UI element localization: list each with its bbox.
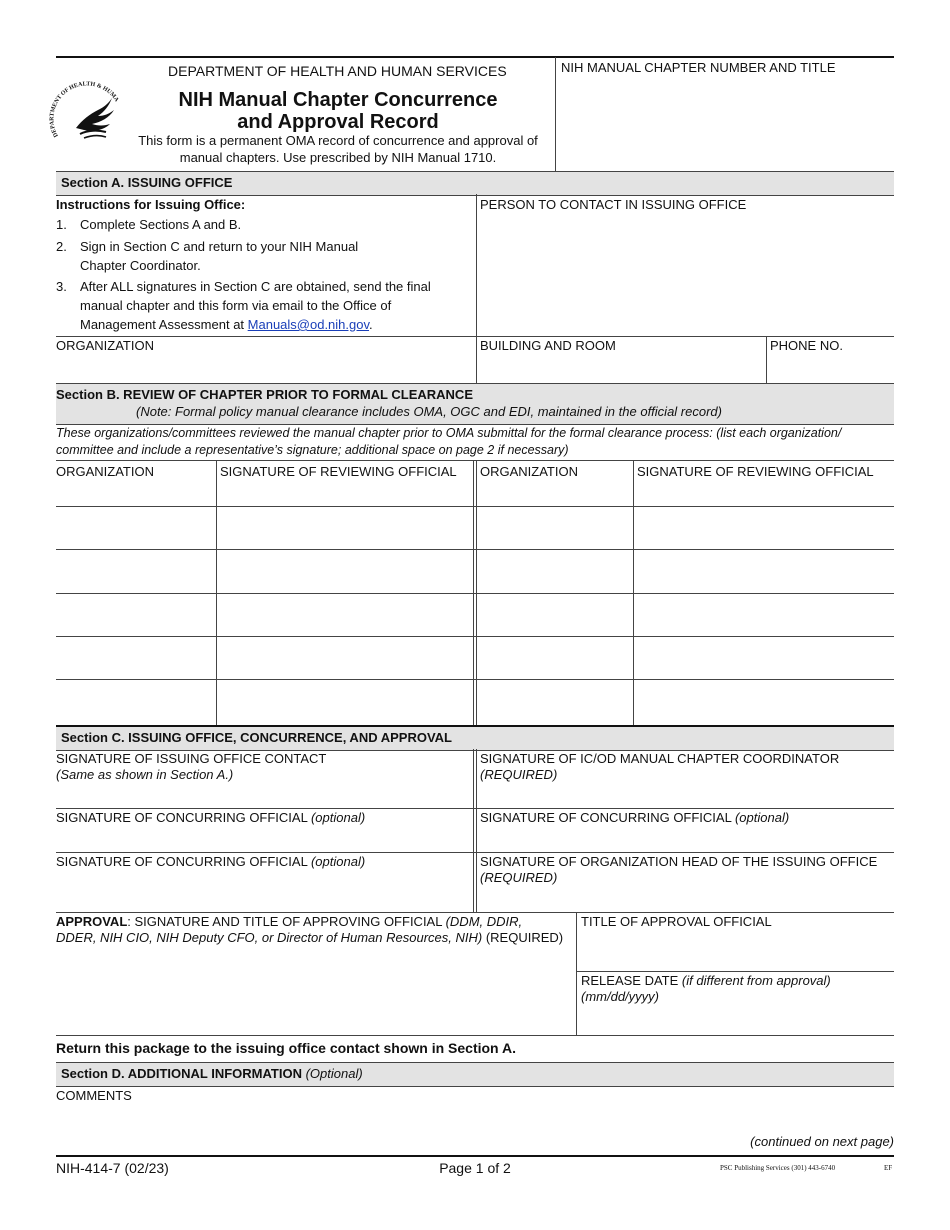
section-d-title-note: (Optional)	[305, 1066, 363, 1081]
oma-email-link[interactable]: Manuals@od.nih.gov	[247, 317, 370, 332]
instruction-3-prefix: Management Assessment at	[80, 317, 248, 332]
org-head-signature-field[interactable]	[477, 853, 894, 912]
review-org-right-5[interactable]	[477, 680, 633, 725]
form-code: EF	[884, 1164, 893, 1172]
building-room-field[interactable]	[477, 337, 766, 383]
footer-rule	[56, 1155, 894, 1157]
review-sig-left-3[interactable]	[217, 594, 473, 636]
section-b-instructions-line2: committee and include a representative’s signature; additional space on page 2 if necessary)	[56, 443, 569, 457]
hhs-eagle-icon	[46, 74, 126, 150]
concurring-official-left-2-label	[56, 854, 365, 870]
review-sig-right-2[interactable]	[634, 550, 894, 593]
instruction-3-text-line3	[80, 317, 373, 333]
review-org-right-2[interactable]	[477, 550, 633, 593]
section-c-title: Section C. ISSUING OFFICE, CONCURRENCE, AND APPROVAL	[61, 730, 452, 745]
review-header-organization-right: ORGANIZATION	[480, 464, 578, 479]
instruction-2-text-line2: Chapter Coordinator.	[80, 258, 201, 273]
review-org-left-5[interactable]	[56, 680, 216, 725]
optional-note: (optional)	[310, 854, 366, 869]
section-b-header	[56, 383, 894, 425]
phone-label: PHONE NO.	[770, 338, 843, 353]
issuing-contact-signature-field[interactable]	[56, 749, 473, 808]
building-room-label: BUILDING AND ROOM	[480, 338, 616, 353]
release-date-note: (if different from approval)	[681, 973, 831, 988]
release-date-field[interactable]	[577, 972, 894, 1035]
review-org-left-4[interactable]	[56, 637, 216, 679]
release-date-text: RELEASE DATE	[581, 973, 682, 988]
chapter-number-title-label: NIH MANUAL CHAPTER NUMBER AND TITLE	[561, 60, 836, 75]
review-sig-right-1[interactable]	[634, 507, 894, 549]
review-sig-right-4[interactable]	[634, 637, 894, 679]
section-d-title	[61, 1066, 363, 1082]
organization-field[interactable]	[56, 337, 476, 383]
section-d-header	[56, 1062, 894, 1087]
section-b-note: (Note: Formal policy manual clearance includes OMA, OGC and EDI, maintained in the official record)	[136, 404, 722, 419]
approval-required-note: (REQUIRED)	[482, 930, 564, 945]
concurring-official-left-2-field[interactable]	[56, 853, 473, 912]
instruction-1-number: 1.	[56, 217, 67, 232]
review-org-left-1[interactable]	[56, 507, 216, 549]
coordinator-required-note: (REQUIRED)	[480, 767, 558, 782]
approval-label-line2	[56, 930, 563, 946]
page-number: Page 1 of 2	[439, 1160, 511, 1176]
approval-title-label: TITLE OF APPROVAL OFFICIAL	[581, 914, 772, 929]
review-header-signature-left: SIGNATURE OF REVIEWING OFFICIAL	[220, 464, 457, 479]
comments-label: COMMENTS	[56, 1088, 132, 1103]
instruction-3-number: 3.	[56, 279, 67, 294]
approval-label-text: : SIGNATURE AND TITLE OF APPROVING OFFICIAL	[127, 914, 446, 929]
concurring-label-text: SIGNATURE OF CONCURRING OFFICIAL	[56, 810, 311, 825]
form-title-line2: and Approval Record	[237, 111, 439, 133]
review-table-top-rule	[56, 460, 894, 461]
review-sig-right-3[interactable]	[634, 594, 894, 636]
form-description-line2: manual chapters. Use prescribed by NIH Manual 1710.	[179, 150, 497, 165]
department-name: DEPARTMENT OF HEALTH AND HUMAN SERVICES	[168, 63, 507, 79]
review-header-organization-left: ORGANIZATION	[56, 464, 154, 479]
instruction-3-suffix: .	[369, 317, 373, 332]
phone-field[interactable]	[767, 337, 894, 383]
instructions-heading: Instructions for Issuing Office:	[56, 197, 246, 212]
form-number: NIH-414-7 (02/23)	[56, 1160, 169, 1176]
seal-text: DEPARTMENT OF HEALTH & HUMA	[49, 81, 120, 138]
concurring-official-right-label	[480, 810, 789, 826]
concurring-official-left-1-label	[56, 810, 365, 826]
form-title-line1: NIH Manual Chapter Concurrence	[178, 89, 498, 111]
concurring-label-text: SIGNATURE OF CONCURRING OFFICIAL	[480, 810, 735, 825]
org-head-required-note: (REQUIRED)	[480, 870, 558, 885]
release-date-format: (mm/dd/yyyy)	[581, 989, 659, 1004]
instruction-1-text: Complete Sections A and B.	[80, 217, 242, 232]
review-sig-right-5[interactable]	[634, 680, 894, 725]
coordinator-signature-label: SIGNATURE OF IC/OD MANUAL CHAPTER COORDINATOR	[480, 751, 840, 766]
instruction-3-text-line1: After ALL signatures in Section C are obtained, send the final	[80, 279, 431, 294]
concurring-official-left-1-field[interactable]	[56, 809, 473, 852]
review-org-right-1[interactable]	[477, 507, 633, 549]
instruction-2-number: 2.	[56, 239, 67, 254]
review-org-left-2[interactable]	[56, 550, 216, 593]
coordinator-signature-field[interactable]	[477, 749, 894, 808]
section-d-title-text: Section D. ADDITIONAL INFORMATION	[61, 1066, 306, 1081]
instruction-2-text-line1: Sign in Section C and return to your NIH Manual	[80, 239, 359, 254]
return-package-note: Return this package to the issuing office contact shown in Section A.	[56, 1040, 516, 1056]
approval-label-italic1: (DDM, DDIR,	[445, 914, 523, 929]
concurring-official-right-field[interactable]	[477, 809, 894, 852]
publisher-credit: PSC Publishing Services (301) 443-6740	[720, 1164, 836, 1172]
approval-title-field[interactable]	[577, 913, 894, 971]
release-date-label	[581, 973, 831, 989]
org-head-signature-label: SIGNATURE OF ORGANIZATION HEAD OF THE ISSUING OFFICE	[480, 854, 878, 869]
review-sig-left-4[interactable]	[217, 637, 473, 679]
section-b-instructions-line1: These organizations/committees reviewed the manual chapter prior to OMA submittal for the formal clearance process: (list each organization/	[56, 426, 842, 440]
hhs-seal	[46, 74, 126, 150]
review-header-signature-right: SIGNATURE OF REVIEWING OFFICIAL	[637, 464, 874, 479]
chapter-number-title-field[interactable]	[556, 57, 894, 171]
optional-note: (optional)	[734, 810, 790, 825]
review-org-left-3[interactable]	[56, 594, 216, 636]
concurring-label-text: SIGNATURE OF CONCURRING OFFICIAL	[56, 854, 311, 869]
approval-label-line1	[56, 914, 522, 930]
review-sig-left-1[interactable]	[217, 507, 473, 549]
approval-signature-field[interactable]	[56, 913, 576, 1035]
optional-note: (optional)	[310, 810, 366, 825]
section-c-bottom-rule	[56, 1035, 894, 1036]
organization-label: ORGANIZATION	[56, 338, 154, 353]
issuing-contact-signature-note: (Same as shown in Section A.)	[56, 767, 234, 782]
contact-person-field[interactable]	[477, 194, 894, 336]
form-description-line1: This form is a permanent OMA record of concurrence and approval of	[138, 133, 538, 148]
continued-note: (continued on next page)	[750, 1134, 894, 1149]
instruction-3-text-line2: manual chapter and this form via email to the Office of	[80, 298, 392, 313]
review-sig-left-2[interactable]	[217, 550, 473, 593]
contact-person-label: PERSON TO CONTACT IN ISSUING OFFICE	[480, 197, 747, 212]
section-a-header	[56, 171, 894, 196]
issuing-contact-signature-label: SIGNATURE OF ISSUING OFFICE CONTACT	[56, 751, 327, 766]
section-a-title: Section A. ISSUING OFFICE	[61, 175, 233, 190]
review-sig-left-5[interactable]	[217, 680, 473, 725]
review-org-right-3[interactable]	[477, 594, 633, 636]
approval-label-bold: APPROVAL	[56, 914, 128, 929]
section-c-divider-a	[473, 749, 474, 912]
approval-label-italic2: DDER, NIH CIO, NIH Deputy CFO, or Director of Human Resources, NIH)	[56, 930, 483, 945]
review-org-right-4[interactable]	[477, 637, 633, 679]
section-c-header	[56, 725, 894, 751]
section-b-title: Section B. REVIEW OF CHAPTER PRIOR TO FORMAL CLEARANCE	[56, 387, 473, 402]
